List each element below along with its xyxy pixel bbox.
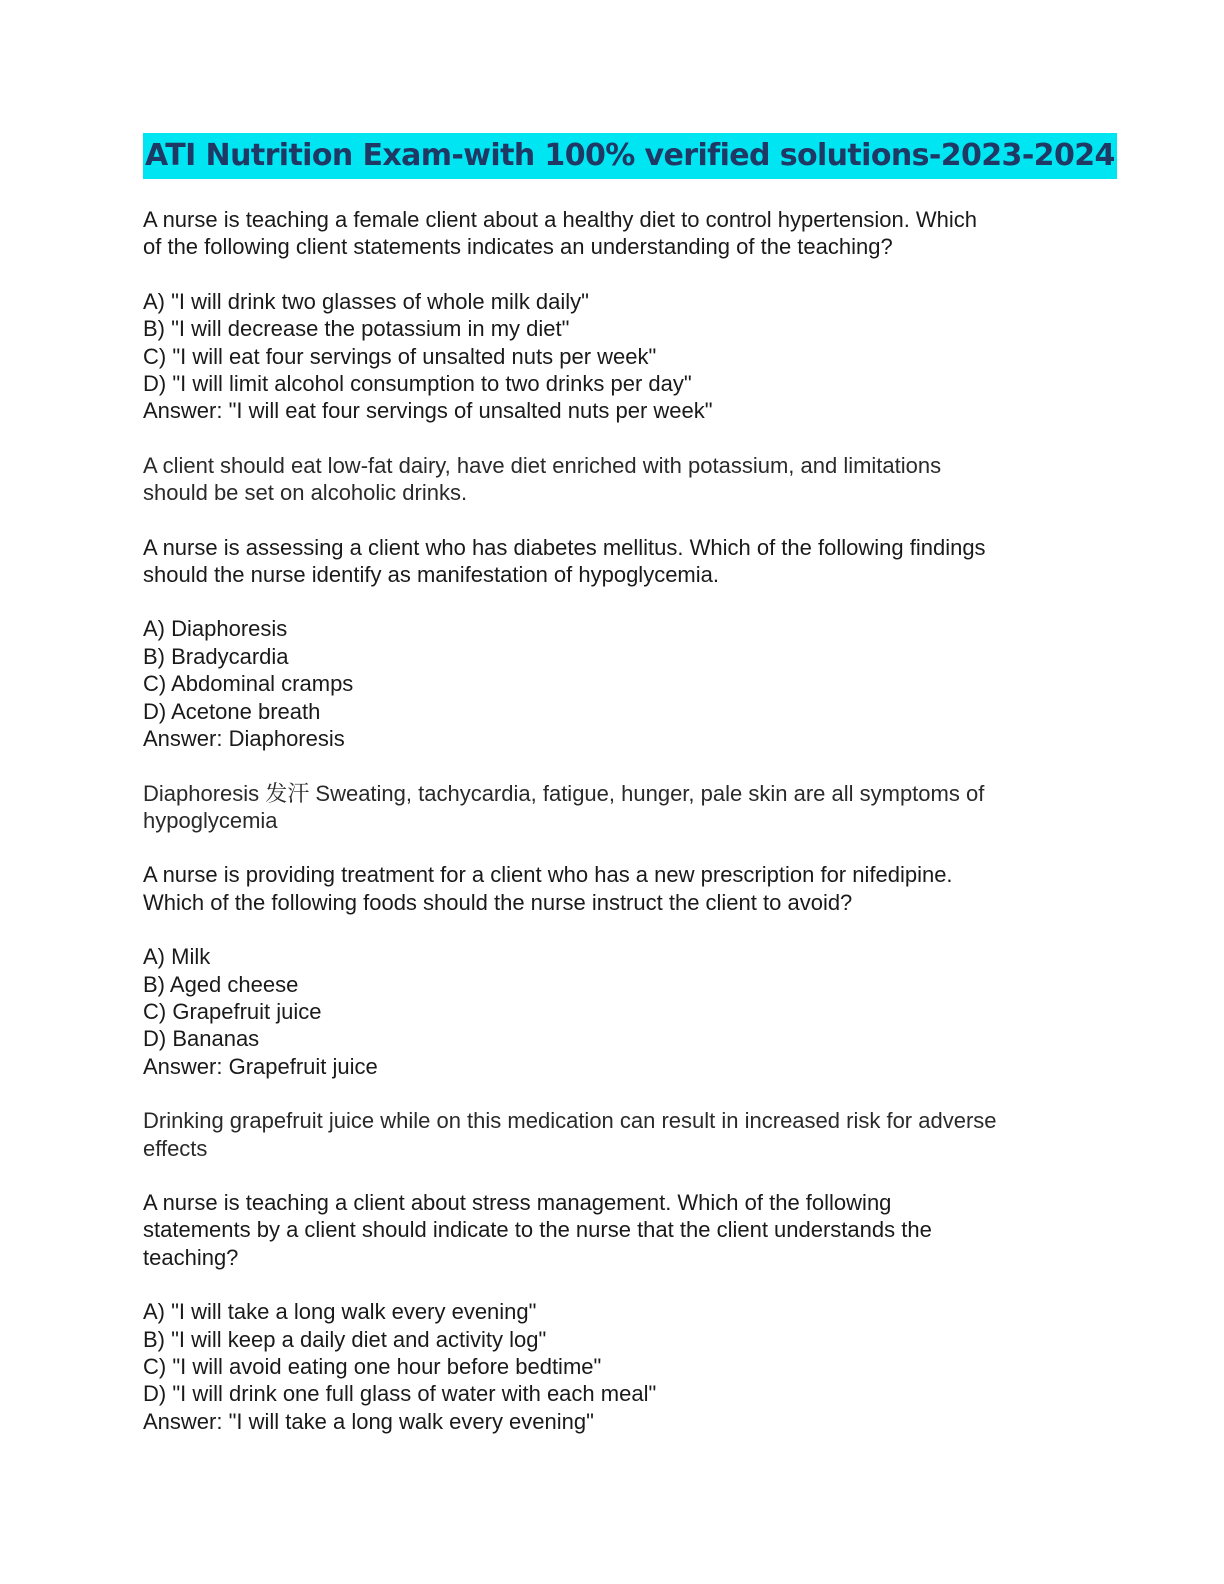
stem-line: A nurse is teaching a female client about a healthy diet to control hypertension. Which (143, 207, 978, 232)
explanation (143, 1107, 1073, 1162)
answer-options (143, 943, 1073, 1080)
explanation-line: should be set on alcoholic drinks. (143, 480, 468, 506)
explanation-line: Drinking grapefruit juice while on this medication can result in increased risk for adverse (143, 1108, 997, 1134)
stem-line: A nurse is assessing a client who has diabetes mellitus. Which of the following findings (143, 534, 986, 560)
option-b: B) Bradycardia (143, 643, 289, 669)
question-block (143, 1189, 1073, 1435)
document-title: ATI Nutrition Exam-with 100% verified solutions-2023-2024 (143, 133, 1117, 179)
option-d: D) "I will drink one full glass of water with each meal" (143, 1381, 657, 1407)
option-c: C) Grapefruit juice (143, 998, 322, 1024)
explanation (143, 452, 1073, 507)
answer-line: Answer: Diaphoresis (143, 726, 345, 752)
question-block (143, 534, 1073, 835)
stem-line: Which of the following foods should the nurse instruct the client to avoid? (143, 889, 853, 915)
question-stem (143, 206, 1073, 261)
document-page (143, 133, 1115, 1435)
answer-line: Answer: "I will eat four servings of unsalted nuts per week" (143, 398, 713, 424)
option-a: A) Milk (143, 944, 211, 970)
answer-options (143, 615, 1073, 752)
option-c: C) Abdominal cramps (143, 671, 354, 697)
stem-line: A nurse is providing treatment for a client who has a new prescription for nifedipine. (143, 862, 953, 888)
explanation-line: Diaphoresis 发汗 Sweating, tachycardia, fatigue, hunger, pale skin are all symptoms of (143, 780, 985, 806)
option-a: A) "I will take a long walk every evening" (143, 1299, 537, 1325)
explanation (143, 780, 1073, 835)
question-stem (143, 861, 1073, 916)
option-d: D) Bananas (143, 1026, 260, 1052)
stem-line: should the nurse identify as manifestation of hypoglycemia. (143, 562, 719, 588)
answer-options (143, 288, 1073, 425)
question-block (143, 206, 1073, 507)
stem-line: A nurse is teaching a client about stress management. Which of the following (143, 1189, 892, 1215)
answer-options (143, 1298, 1073, 1435)
option-d: D) "I will limit alcohol consumption to two drinks per day" (143, 371, 692, 397)
explanation-line: effects (143, 1135, 208, 1161)
stem-line: teaching? (143, 1244, 239, 1270)
stem-line: of the following client statements indicates an understanding of the teaching? (143, 234, 893, 260)
option-c: C) "I will eat four servings of unsalted nuts per week" (143, 343, 657, 369)
explanation-line: A client should eat low-fat dairy, have diet enriched with potassium, and limitations (143, 452, 942, 478)
answer-line: Answer: Grapefruit juice (143, 1053, 378, 1079)
option-b: B) "I will decrease the potassium in my diet" (143, 316, 570, 342)
answer-line: Answer: "I will take a long walk every evening" (143, 1408, 594, 1434)
question-stem (143, 534, 1073, 589)
option-b: B) Aged cheese (143, 971, 299, 997)
stem-line: statements by a client should indicate to the nurse that the client understands the (143, 1217, 932, 1243)
explanation-line: hypoglycemia (143, 807, 278, 833)
option-c: C) "I will avoid eating one hour before bedtime" (143, 1354, 602, 1379)
question-stem (143, 1189, 1073, 1271)
option-d: D) Acetone breath (143, 698, 321, 724)
option-b: B) "I will keep a daily diet and activity log" (143, 1326, 547, 1352)
question-block (143, 861, 1073, 1162)
option-a: A) Diaphoresis (143, 616, 288, 642)
option-a: A) "I will drink two glasses of whole milk daily" (143, 288, 589, 314)
